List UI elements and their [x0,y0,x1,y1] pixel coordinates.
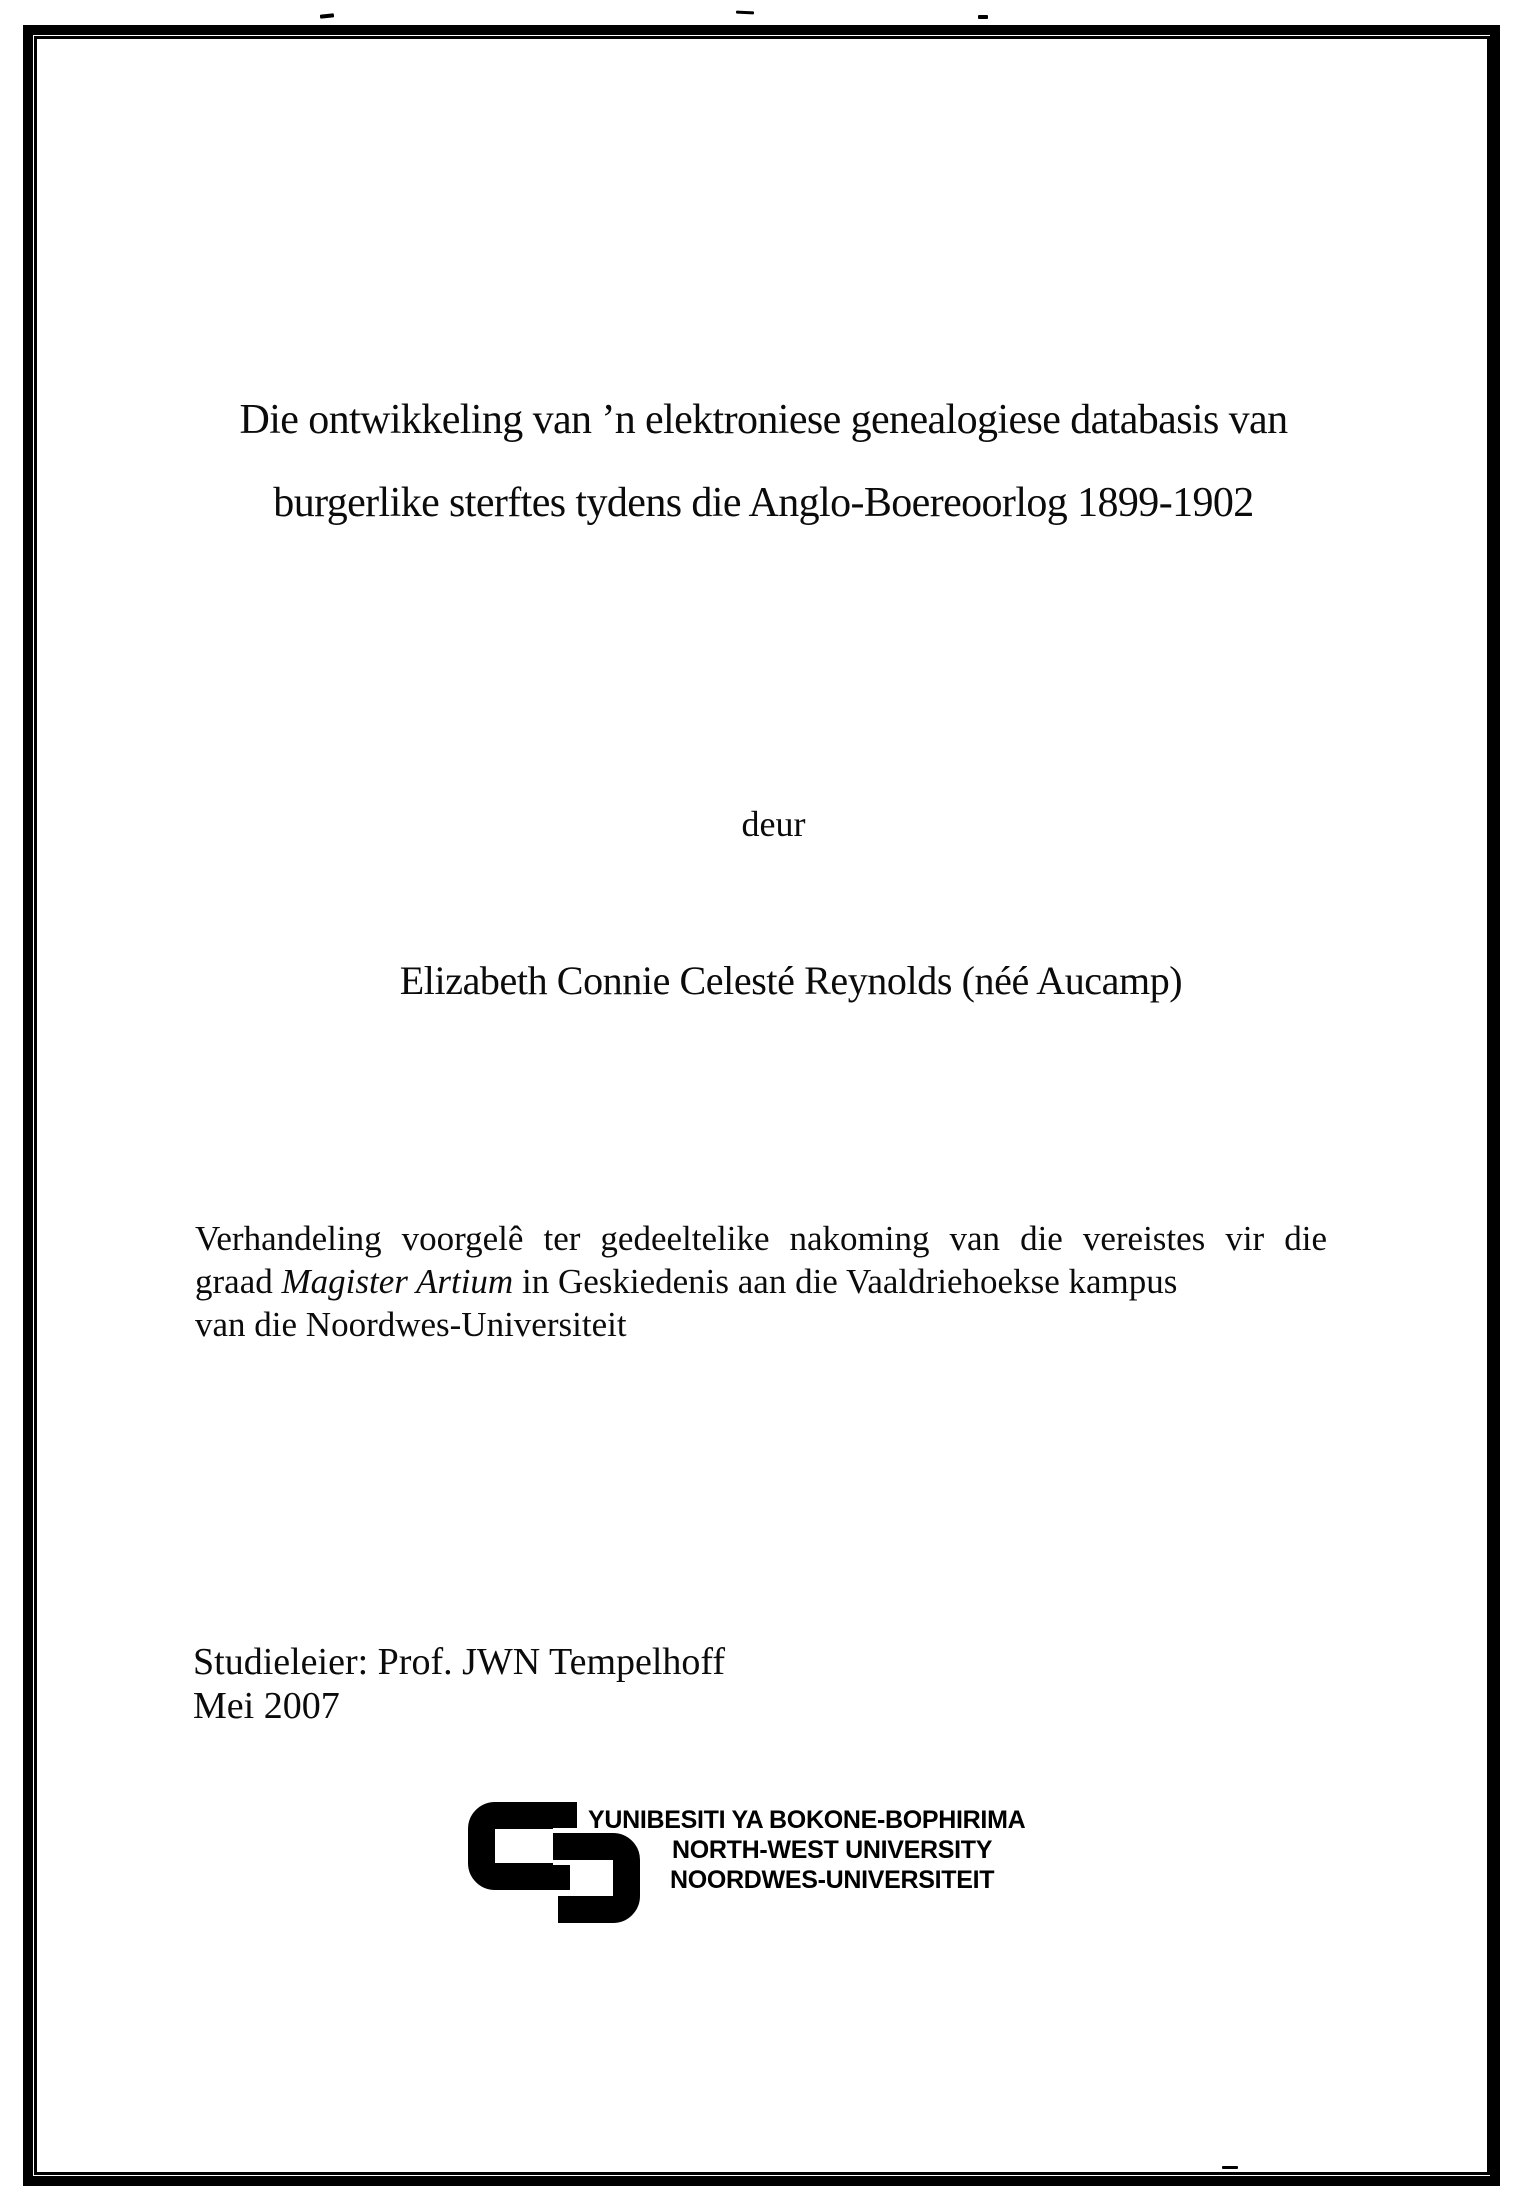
statement-line2-prefix: graad [195,1262,282,1301]
statement-degree-name: Magister Artium [281,1262,514,1301]
scan-noise [736,11,754,15]
scan-noise [978,15,988,19]
date-line: Mei 2007 [193,1685,340,1727]
statement-line2-suffix: in Geskiedenis aan die Vaaldriehoekse kampus [513,1262,1178,1301]
byline-label: deur [741,804,806,844]
scan-noise [1222,2166,1238,2169]
logo-text-afrikaans: NOORDWES-UNIVERSITEIT [670,1866,995,1894]
statement-line1: Verhandeling voorgelê ter gedeeltelike nakoming van die vereistes vir die [195,1219,1327,1258]
statement-line2 [195,1260,1327,1303]
author-name: Elizabeth Connie Celesté Reynolds (néé Aucamp) [399,958,1183,1003]
logo-text-english: NORTH-WEST UNIVERSITY [672,1836,993,1864]
credits-block [193,1640,725,1728]
statement-line3: van die Noordwes-Universiteit [195,1305,627,1344]
thesis-statement [195,1217,1327,1346]
logo-text-setswana: YUNIBESITI YA BOKONE-BOPHIRIMA [588,1806,1026,1834]
supervisor-line: Studieleier: Prof. JWN Tempelhoff [193,1641,726,1683]
thesis-title-line2: burgerlike sterftes tydens die Anglo-Boereoorlog 1899-1902 [273,480,1254,526]
thesis-title [120,379,1407,545]
thesis-title-line1: Die ontwikkeling van ’n elektroniese genealogiese databasis van [239,397,1288,443]
scan-noise [320,13,334,18]
